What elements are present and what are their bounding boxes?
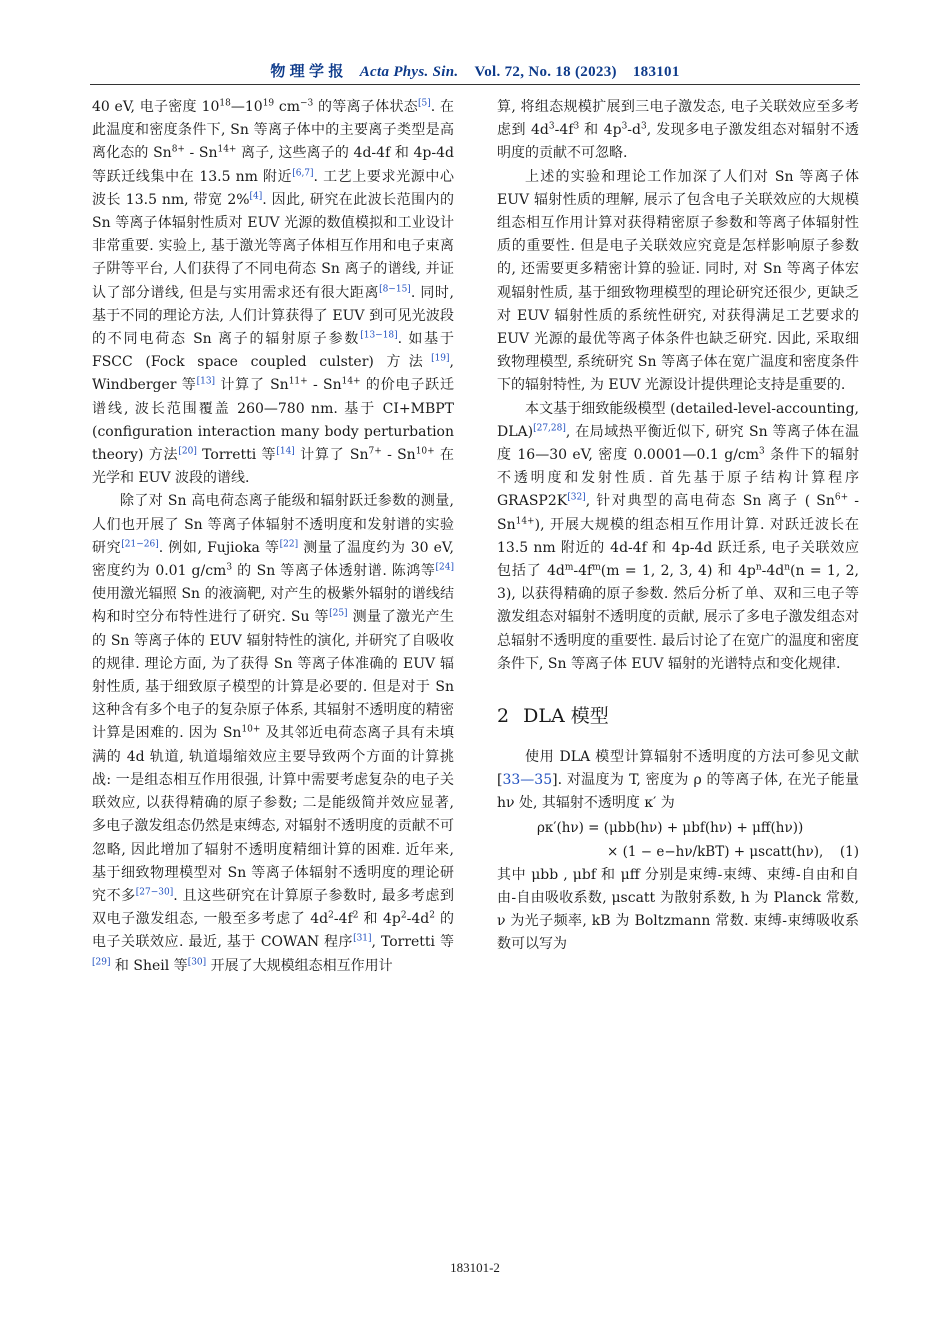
volume-info: Vol. 72, No. 18 (2023) — [474, 64, 617, 80]
citation-link[interactable]: [24] — [435, 562, 454, 573]
citation-link[interactable]: [20] — [178, 446, 197, 457]
citation-link[interactable]: 33—35 — [502, 772, 553, 789]
left-column — [92, 96, 454, 978]
citation-link[interactable]: [13] — [196, 376, 216, 387]
paragraph: 本文基于细致能级模型 (detailed-level-accounting, DLA)[27,28], 在局域热平衡近似下, 研究 Sn 等离子体在温度 16—30 eV, 密度 0.0001—0.1 $g/cm^3$ 条件下的辐射不透明度和发射性质. 首先基于原子结构计算程序 GRASP2K[32], 针对典型的高电荷态 Sn 离子 ( $Sn^{6+} - Sn^{14+}$), 开展大规模的组态相互作用计算. 对跃迁波长在 13.5 nm 附近的 4d-4f 和 4p-4d 跃迁系, 电子关联效应包括了 $4d^m-4f^m(m = 1$, 2, 3, 4) 和 $4p^n-4d^n(n = 1$, 2, 3), 以获得精确的原子参数. 然后分析了单、双和三电子等激发组态对辐射不透明度的贡献, 展示了多电子激发组态对总辐射不透明度的重要性. 最后讨论了在宽广的温度和密度条件下, Sn 等离子体 EUV 辐射的光谱特点和变化规律. — [497, 400, 859, 672]
citation-link[interactable]: [13−18] — [360, 330, 398, 341]
citation-link[interactable]: [31] — [353, 933, 372, 944]
citation-link[interactable]: [25] — [329, 608, 348, 619]
citation-link[interactable]: [6,7] — [292, 167, 314, 178]
section-number: 2 — [497, 705, 510, 728]
citation-link[interactable]: [30] — [187, 956, 207, 967]
citation-link[interactable]: [27−30] — [135, 887, 174, 898]
header-rule — [90, 84, 860, 85]
equation-number: (1) — [839, 843, 859, 860]
section-heading — [497, 702, 859, 730]
citation-link[interactable]: [4] — [249, 191, 263, 202]
journal-name-cn: 物 理 学 报 — [270, 64, 344, 80]
paragraph: 使用 DLA 模型计算辐射不透明度的方法可参见文献 [33—35]. 对温度为 T, 密度为 ρ 的等离子体, 在光子能量 hν 处, 其辐射不透明度 κ′ 为 — [497, 749, 859, 812]
section-title: DLA 模型 — [523, 705, 609, 728]
paragraph: 40 eV, 电子密度 $10^{18}—10^{19}$ $cm^{-3}$ 的等离子体状态[5]. 在此温度和密度条件下, Sn 等离子体中的主要离子类型是高离化态的 $Sn^{8+} - Sn^{14+}$ 离子, 这些离子的 4d-4f 和 4p-4d 等跃迁线集中在 13.5 nm 附近[6,7]. 工艺上要求光源中心波长 13.5 nm, 带宽 2%[4]. 因此, 研究在此波长范围内的 Sn 等离子体辐射性质对 EUV 光源的数值模拟和工业设计非常重要. 实验上, 基于激光等离子体相互作用和电子束离子阱等平台, 人们获得了不同电荷态 Sn 离子的谱线, 并证认了部分谱线, 但是与实用需求还有很大距离[8−15]. 同时, 基于不同的理论方法, 人们计算获得了 EUV 到可见光波段的不同电荷态 Sn 离子的辐射原子参数[13−18]. 如基于 FSCC (Fock space coupled culster) 方法[19], Windberger 等[13] 计算了 $Sn^{11+} - Sn^{14+}$ 的价电子跃迁谱线, 波长范围覆盖 260—780 nm. 基于 CI+MBPT (configuration interaction many body perturbation theory) 方法[20] Torretti 等[14] 计算了 $Sn^{7+} - Sn^{10+}$ 在光学和 EUV 波段的谱线. — [92, 98, 454, 487]
paragraph: 除了对 Sn 高电荷态离子能级和辐射跃迁参数的测量, 人们也开展了 Sn 等离子体辐射不透明度和发射谱的实验研究[21−26]. 例如, Fujioka 等[22] 测量了温度约为 30 eV, 密度约为 0.01 $g/cm^3$ 的 Sn 等离子体透射谱. 陈鸿等[24] 使用激光辐照 Sn 的液滴靶, 对产生的极紫外辐射的谱线结构和时空分布特性进行了研究. Su 等[25] 测量了激光产生的 Sn 等离子体的 EUV 辐射特性的演化, 并研究了自吸收的规律. 理论方面, 为了获得 Sn 等离子体准确的 EUV 辐射性质, 基于细致原子模型的计算是必要的. 但是对于 Sn 这种含有多个电子的复杂原子体系, 其辐射不透明度的精密计算是困难的. 因为 $Sn^{10+}$ 及其邻近电荷态离子具有未填满的 4d 轨道, 轨道塌缩效应主要导致两个方面的计算挑战: 一是组态相互作用很强, 计算中需要考虑复杂的电子关联效应, 以获得精确的原子参数; 二是能级简并效应显著, 多电子激发组态仍然是束缚态, 对辐射不透明度的贡献不可忽略, 因此增加了辐射不透明度精细计算的困难. 近年来, 基于细致物理模型对 Sn 等离子体辐射不透明度的理论研究不多[27−30]. 且这些研究在计算原子参数时, 最多考虑到双电子激发组态, 一般至多考虑了 $4d^2-4f^2$ 和 $4p^2-4d^2$ 的电子关联效应. 最近, 基于 COWAN 程序[31], Torretti 等[29] 和 Sheil 等[30] 开展了大规模组态相互作用计 — [92, 493, 455, 974]
page-number: 183101-2 — [450, 1260, 500, 1275]
running-header — [0, 60, 950, 81]
paragraph: 上述的实验和理论工作加深了人们对 Sn 等离子体 EUV 辐射性质的理解, 展示了包含电子关联效应的大规模组态相互作用计算对获得精密原子参数和等离子体辐射性质的重要性. 但是电子关联效应究竟是怎样影响原子参数的, 还需要更多精密计算的验证. 同时, 对 Sn 等离子体宏观辐射性质, 基于细致物理模型的理论研究还很少, 更缺乏对 EUV 辐射性质的系统性研究, 对获得满足工艺要求的 EUV 光源的最优等离子体条件也缺乏研究. 因此, 采取细致物理模型, 系统研究 Sn 等离子体在宽广温度和密度条件下的辐射特性, 为 EUV 光源设计提供理论支持是重要的. — [497, 168, 859, 394]
citation-link[interactable]: [5] — [418, 98, 431, 109]
citation-link[interactable]: [29] — [92, 956, 111, 967]
paragraph: 算, 将组态规模扩展到三电子激发态, 电子关联效应至多考虑到 $4d^3-4f^3$ 和 $4p^3-d^3$, 发现多电子激发组态对辐射不透明度的贡献不可忽略. — [497, 99, 859, 162]
citation-link[interactable]: [8−15] — [379, 283, 411, 294]
citation-link[interactable]: [22] — [279, 539, 299, 550]
journal-name-en: Acta Phys. Sin. — [359, 64, 459, 80]
citation-link[interactable]: [21−26] — [121, 539, 159, 550]
right-column — [497, 96, 859, 957]
equation-line-2: × (1 − e−hν/kBT) + μscatt(hν), (1) — [497, 840, 859, 864]
citation-link[interactable]: [19] — [431, 353, 450, 364]
article-number: 183101 — [632, 64, 680, 80]
paragraph: 其中 μbb , μbf 和 μff 分别是束缚-束缚、束缚-自由和自由-自由吸收系数, μscatt 为散射系数, h 为 Planck 常数, ν 为光子频率, kB 为 Boltzmann 常数. 束缚-束缚吸收系数可以写为 — [497, 866, 859, 953]
citation-link[interactable]: [32] — [567, 492, 586, 503]
equation-line-1: ρκ′(hν) = (μbb(hν) + μbf(hν) + μff(hν)) — [537, 819, 804, 836]
citation-link[interactable]: [14] — [276, 446, 295, 457]
citation-link[interactable]: [27,28] — [533, 423, 566, 434]
